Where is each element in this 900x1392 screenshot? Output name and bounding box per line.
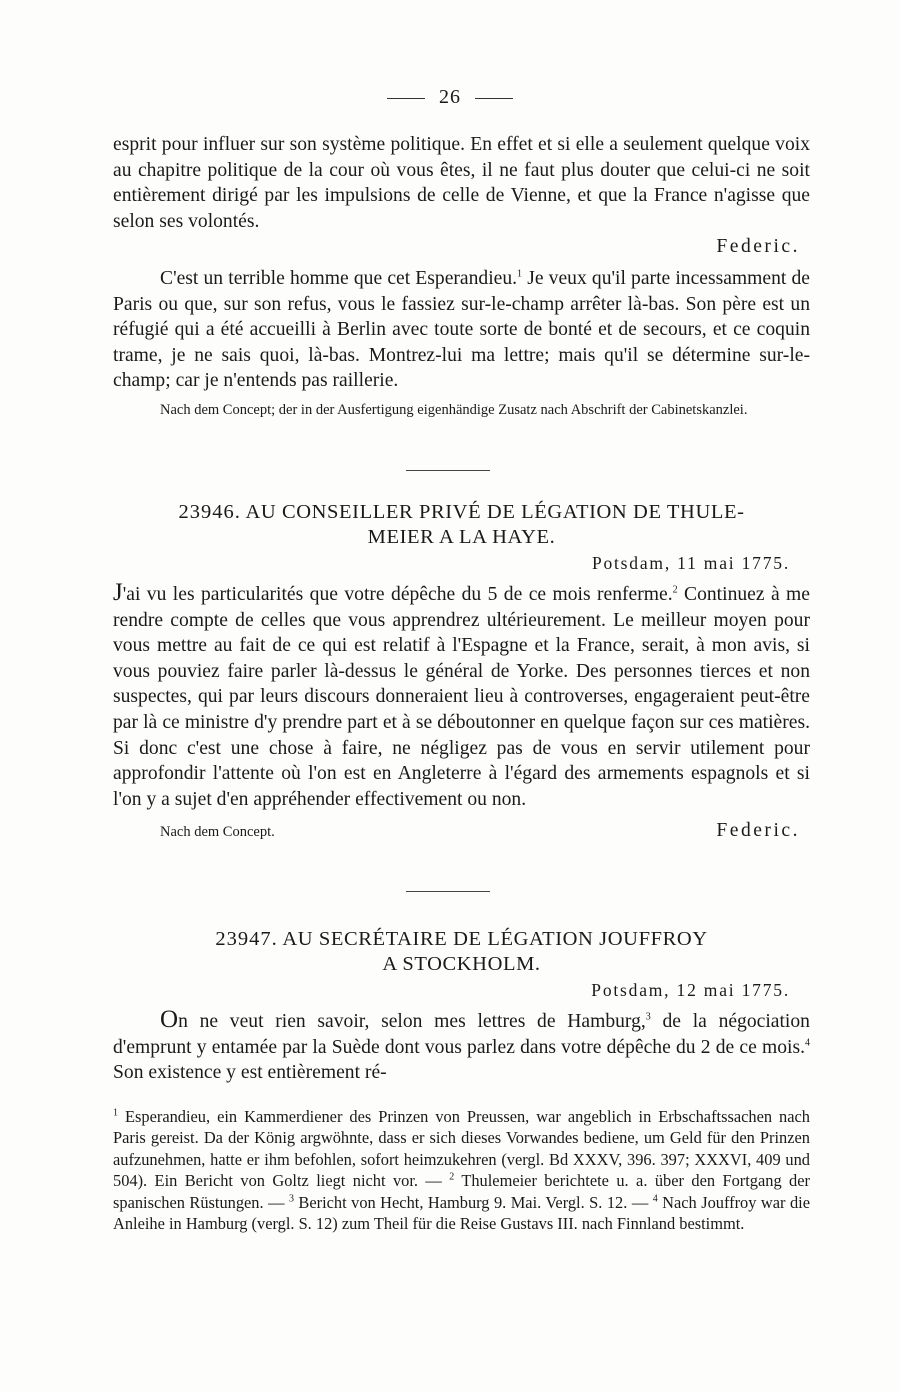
footnote-ref-2: 2 (672, 584, 678, 596)
footnote-ref-4: 4 (805, 1037, 810, 1049)
letter-23946-body (113, 580, 810, 846)
header-rule-left (387, 98, 425, 99)
signature-federic: Federic. (716, 236, 800, 258)
letter-title-text-2: AU SECRÉTAIRE DE LÉGATION JOUFFROY (282, 928, 708, 950)
letter-23947-text-c: Son existence y est entièrement ré- (113, 1062, 387, 1084)
letter-23946-text-b: Continuez à me rendre compte de celles que vous apprendrez ultérieurement. Le meilleur moyen pour vous mettre au fait de ce qui est relatif à l'Espagne et la France, serait, à mon avis, si vous pouviez faire parler là-dessus le général de Yorke. Des personnes tierces et non suspectes, qui par leurs discours donneraient lieu à controverses, engageraient peut-être par là ce ministre d'y prendre part et à se déboutonner en quelque façon sur ces matières. Si donc c'est une chose à faire, ne négligez pas de vous en servir utilement pour approfondir l'attente où l'on est en Angleterre à l'égard des armements espagnols et si l'on y a sujet d'en appréhender effectivement ou non. (113, 584, 810, 810)
letter-23947-heading (113, 927, 810, 977)
esperandieu-paragraph (113, 266, 810, 394)
letter-23947-date: Potsdam, 12 mai 1775. (591, 980, 790, 1000)
previous-letter-continuation (113, 132, 810, 419)
letter-title-text: AU CONSEILLER PRIVÉ DE LÉGATION DE THULE- (245, 501, 745, 523)
letter-number-2: 23947. (215, 928, 278, 950)
letter-23946-title-line2: MEIER A LA HAYE. (367, 526, 556, 548)
letter-23947-paragraph (113, 1007, 810, 1086)
page-header (0, 86, 900, 109)
source-note-concept: Nach dem Concept. (160, 824, 275, 841)
section-divider-2 (406, 891, 490, 892)
esperandieu-text-b: Je veux qu'il parte incessamment de Paris ou que, sur son refus, vous le fassiez sur-le-champ arrêter là-bas. Son père est un réfugié qui a été accueilli à Berlin avec toute sorte de bonté et de secours, et ce coquin trame, je ne sais quoi, là-bas. Montrez-lui ma lettre; mais qu'il se détermine sur-le-champ; car je n'entends pas raillerie. (113, 267, 810, 392)
continuation-paragraph: esprit pour influer sur son système politique. En effet et si elle a seulement quelque voix au chapitre politique de la cour où vous êtes, il ne faut plus douter que celui-ci ne soit entièrement dirigé par les impulsions de celle de Vienne, et que la France n'agisse que selon ses volontés. (113, 134, 810, 232)
footnote-2-text: Thulemeier berichtete u. a. über den Fortgang der spanischen Rüstungen. — (113, 1171, 810, 1212)
letter-23946-paragraph (113, 580, 810, 812)
letter-23946-title-line1 (113, 500, 810, 525)
dropcap-j: J (113, 579, 123, 606)
footnote-mark-2: 2 (449, 1171, 455, 1183)
header-rule-right (475, 98, 513, 99)
letter-23946-footer (113, 818, 810, 846)
letter-23946-text-a: 'ai vu les particularités que votre dépêche du 5 de ce mois renferme. (122, 584, 673, 605)
letter-23947-text-a: n ne veut rien savoir, selon mes lettres de Hamburg, (178, 1011, 646, 1032)
letter-23947-body (113, 1007, 810, 1086)
footnote-mark-4: 4 (652, 1193, 658, 1205)
footnotes-text (113, 1106, 810, 1234)
letter-23947-title-line1 (113, 927, 810, 952)
dropcap-o: O (160, 1006, 179, 1033)
footnotes (113, 1106, 810, 1234)
page-number: 26 (439, 86, 461, 108)
source-note-text: Nach dem Concept; der in der Ausfertigung eigenhändige Zusatz nach Abschrift der Cabinetskanzlei. (160, 401, 748, 418)
letter-number: 23946. (178, 501, 241, 523)
esperandieu-text-a: C'est un terrible homme que cet Esperandieu. (160, 267, 518, 289)
footnote-mark-3: 3 (288, 1193, 294, 1205)
footnote-ref-1: 1 (517, 268, 523, 280)
letter-23947-title-line2: A STOCKHOLM. (382, 953, 541, 975)
footnote-ref-3: 3 (645, 1011, 651, 1023)
letter-23946-date: Potsdam, 11 mai 1775. (591, 553, 790, 573)
footnote-3-text: Bericht von Hecht, Hamburg 9. Mai. Vergl. S. 12. — (293, 1192, 653, 1212)
signature-federic-2: Federic. (716, 820, 800, 842)
section-divider (406, 470, 490, 471)
source-note (113, 402, 810, 419)
footnote-1-text: Esperandieu, ein Kammerdiener des Prinzen von Preussen, war angeblich in Erbschaftssachen nach Paris gereist. Da der König argwöhnte, dass er sich dieses Vorwandes bediene, um Geld für den Prinzen aufzunehmen, hatte er ihm befohlen, sofort heimzukehren (vergl. Bd XXXV, 396. 397; XXXVI, 409 und 504). Ein Bericht von Goltz liegt nicht vor. — (113, 1107, 810, 1191)
footnote-mark-1: 1 (113, 1107, 118, 1119)
letter-23946-heading (113, 500, 810, 550)
footnote-4-text: Nach Jouffroy war die Anleihe in Hamburg (vergl. S. 12) zum Theil für die Reise Gustavs III. nach Finnland bestimmt. (113, 1192, 810, 1234)
letter-23947-text-b: de la négociation d'emprunt y entamée par la Suède dont vous parlez dans votre dépêche du 2 de ce mois. (113, 1011, 810, 1058)
